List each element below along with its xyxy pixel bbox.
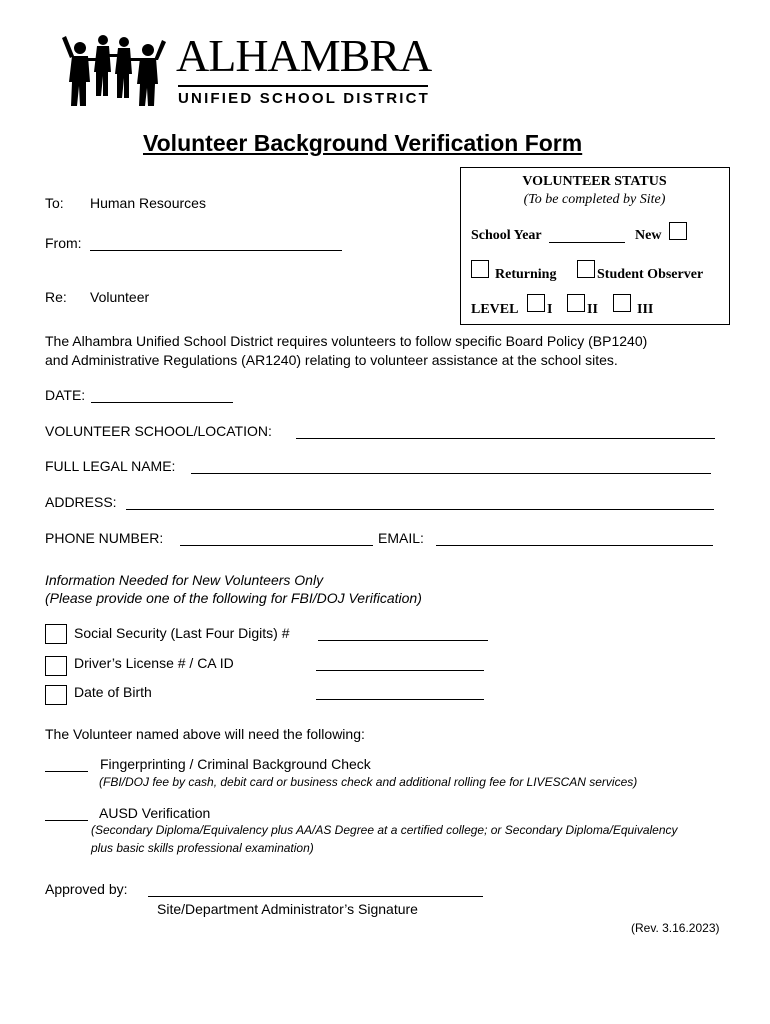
level-2-checkbox[interactable] (567, 294, 585, 312)
phone-label: PHONE NUMBER: (45, 530, 164, 546)
full-legal-name-label: FULL LEGAL NAME: (45, 458, 176, 474)
ausd-title: AUSD Verification (99, 805, 211, 821)
re-value: Volunteer (90, 289, 150, 305)
dob-field[interactable] (316, 699, 484, 700)
address-field[interactable] (126, 509, 714, 510)
ausd-blank[interactable] (45, 820, 88, 821)
ausd-note-line-2: plus basic skills professional examination) (91, 841, 314, 855)
level-2-label: II (587, 302, 598, 317)
address-label: ADDRESS: (45, 494, 117, 510)
volunteer-status-box (460, 167, 730, 325)
ssn-field[interactable] (318, 640, 488, 641)
new-volunteers-note: Information Needed for New Volunteers Only (45, 572, 324, 588)
new-checkbox[interactable] (669, 222, 687, 240)
student-observer-label: Student Observer (597, 267, 704, 282)
dob-label: Date of Birth (74, 684, 152, 700)
status-subtitle: (To be completed by Site) (523, 192, 666, 207)
signature-caption: Site/Department Administrator’s Signature (157, 901, 418, 917)
signature-field[interactable] (148, 896, 483, 897)
ssn-checkbox[interactable] (45, 624, 67, 644)
dob-checkbox[interactable] (45, 685, 67, 705)
returning-checkbox[interactable] (471, 260, 489, 278)
level-1-label: I (547, 302, 553, 317)
new-volunteers-instructions: (Please provide one of the following for FBI/DOJ Verification) (45, 590, 422, 606)
school-location-label: VOLUNTEER SCHOOL/LOCATION: (45, 423, 272, 439)
requirements-heading: The Volunteer named above will need the following: (45, 726, 365, 742)
level-3-label: III (637, 302, 654, 317)
intro-line-2: and Administrative Regulations (AR1240) relating to volunteer assistance at the school sites. (45, 352, 618, 368)
ssn-label: Social Security (Last Four Digits) # (74, 625, 290, 641)
level-3-checkbox[interactable] (613, 294, 631, 312)
status-title: VOLUNTEER STATUS (522, 174, 667, 189)
level-label: LEVEL (471, 302, 519, 317)
revision-label: (Rev. 3.16.2023) (631, 921, 720, 935)
email-label: EMAIL: (378, 530, 424, 546)
to-label: To: (45, 195, 64, 211)
school-location-field[interactable] (296, 438, 715, 439)
phone-field[interactable] (180, 545, 373, 546)
returning-label: Returning (495, 267, 557, 282)
drivers-license-checkbox[interactable] (45, 656, 67, 676)
family-silhouette-icon (58, 30, 166, 110)
level-1-checkbox[interactable] (527, 294, 545, 312)
fingerprint-title: Fingerprinting / Criminal Background Check (100, 756, 371, 772)
school-year-label: School Year (471, 228, 542, 243)
to-value: Human Resources (90, 195, 206, 211)
from-label: From: (45, 235, 82, 251)
logo-subtitle: UNIFIED SCHOOL DISTRICT (178, 90, 430, 107)
student-observer-checkbox[interactable] (577, 260, 595, 278)
re-label: Re: (45, 289, 67, 305)
drivers-license-field[interactable] (316, 670, 484, 671)
school-year-field[interactable] (549, 242, 625, 243)
fingerprint-note: (FBI/DOJ fee by cash, debit card or business check and additional rolling fee for LIVESCAN services) (99, 775, 638, 789)
fingerprint-blank[interactable] (45, 771, 88, 772)
email-field[interactable] (436, 545, 713, 546)
new-label: New (635, 228, 662, 243)
intro-line-1: The Alhambra Unified School District requires volunteers to follow specific Board Policy (BP1240) (45, 333, 648, 349)
form-title: Volunteer Background Verification Form (143, 130, 583, 156)
full-legal-name-field[interactable] (191, 473, 711, 474)
date-label: DATE: (45, 387, 86, 403)
logo-title: ALHAMBRA (176, 30, 432, 81)
drivers-license-label: Driver’s License # / CA ID (74, 655, 234, 671)
logo-divider (178, 85, 428, 87)
ausd-note-line-1: (Secondary Diploma/Equivalency plus AA/AS Degree at a certified college; or Secondary Diploma/Equivalency (91, 823, 678, 837)
from-field[interactable] (90, 250, 342, 251)
date-field[interactable] (91, 402, 233, 403)
district-logo (58, 30, 438, 110)
approved-by-label: Approved by: (45, 881, 128, 897)
